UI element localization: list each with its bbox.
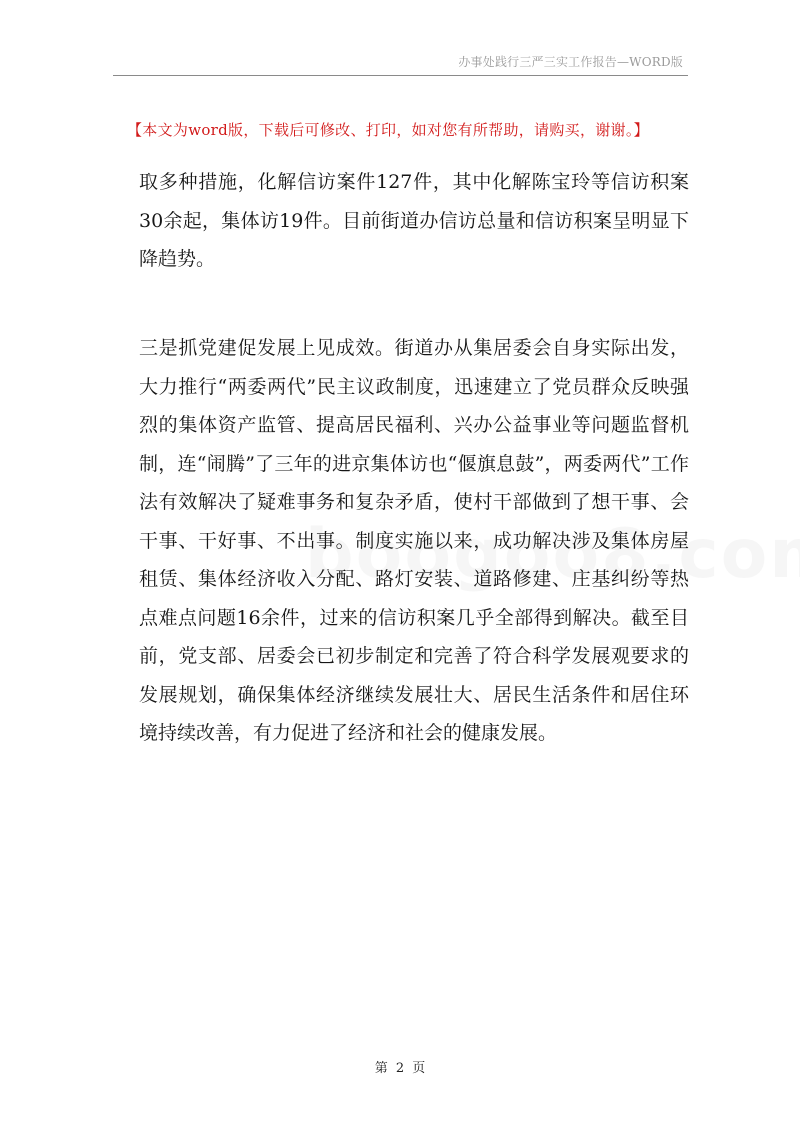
body-paragraph-1: 取多种措施，化解信访案件127件，其中化解陈宝玲等信访积案30余起，集体访19件。目前街道办信访总量和信访积案呈明显下降趋势。 [139, 171, 689, 270]
download-notice: 【本文为word版，下载后可修改、打印，如对您有所帮助，请购买，谢谢。】 [127, 121, 649, 139]
header-divider [113, 75, 688, 76]
body-paragraph-2: 三是抓党建促发展上见成效。街道办从集居委会自身实际出发，大力推行“两委两代”民主议政制度，迅速建立了党员群众反映强烈的集体资产监管、提高居民福利、兴办公益事业等问题监督机制，连“闹腾”了三年的进京集体访也“偃旗息鼓”，两委两代”工作法有效解决了疑难事务和复杂矛盾，使村干部做到了想干事、会干事、干好事、不出事。制度实施以来，成功解决涉及集体房屋租赁、集体经济收入分配、路灯安装、道路修建、庄基纠纷等热点难点问题16余件，过来的信访积案几乎全部得到解决。截至目前，党支部、居委会已初步制定和完善了符合科学发展观要求的发展规划，确保集体经济继续发展壮大、居民生活条件和居住环境持续改善，有力促进了经济和社会的健康发展。 [139, 337, 689, 744]
page-number: 第 2 页 [374, 1061, 426, 1076]
document-header-title: 办事处践行三严三实工作报告—WORD版 [458, 55, 683, 69]
